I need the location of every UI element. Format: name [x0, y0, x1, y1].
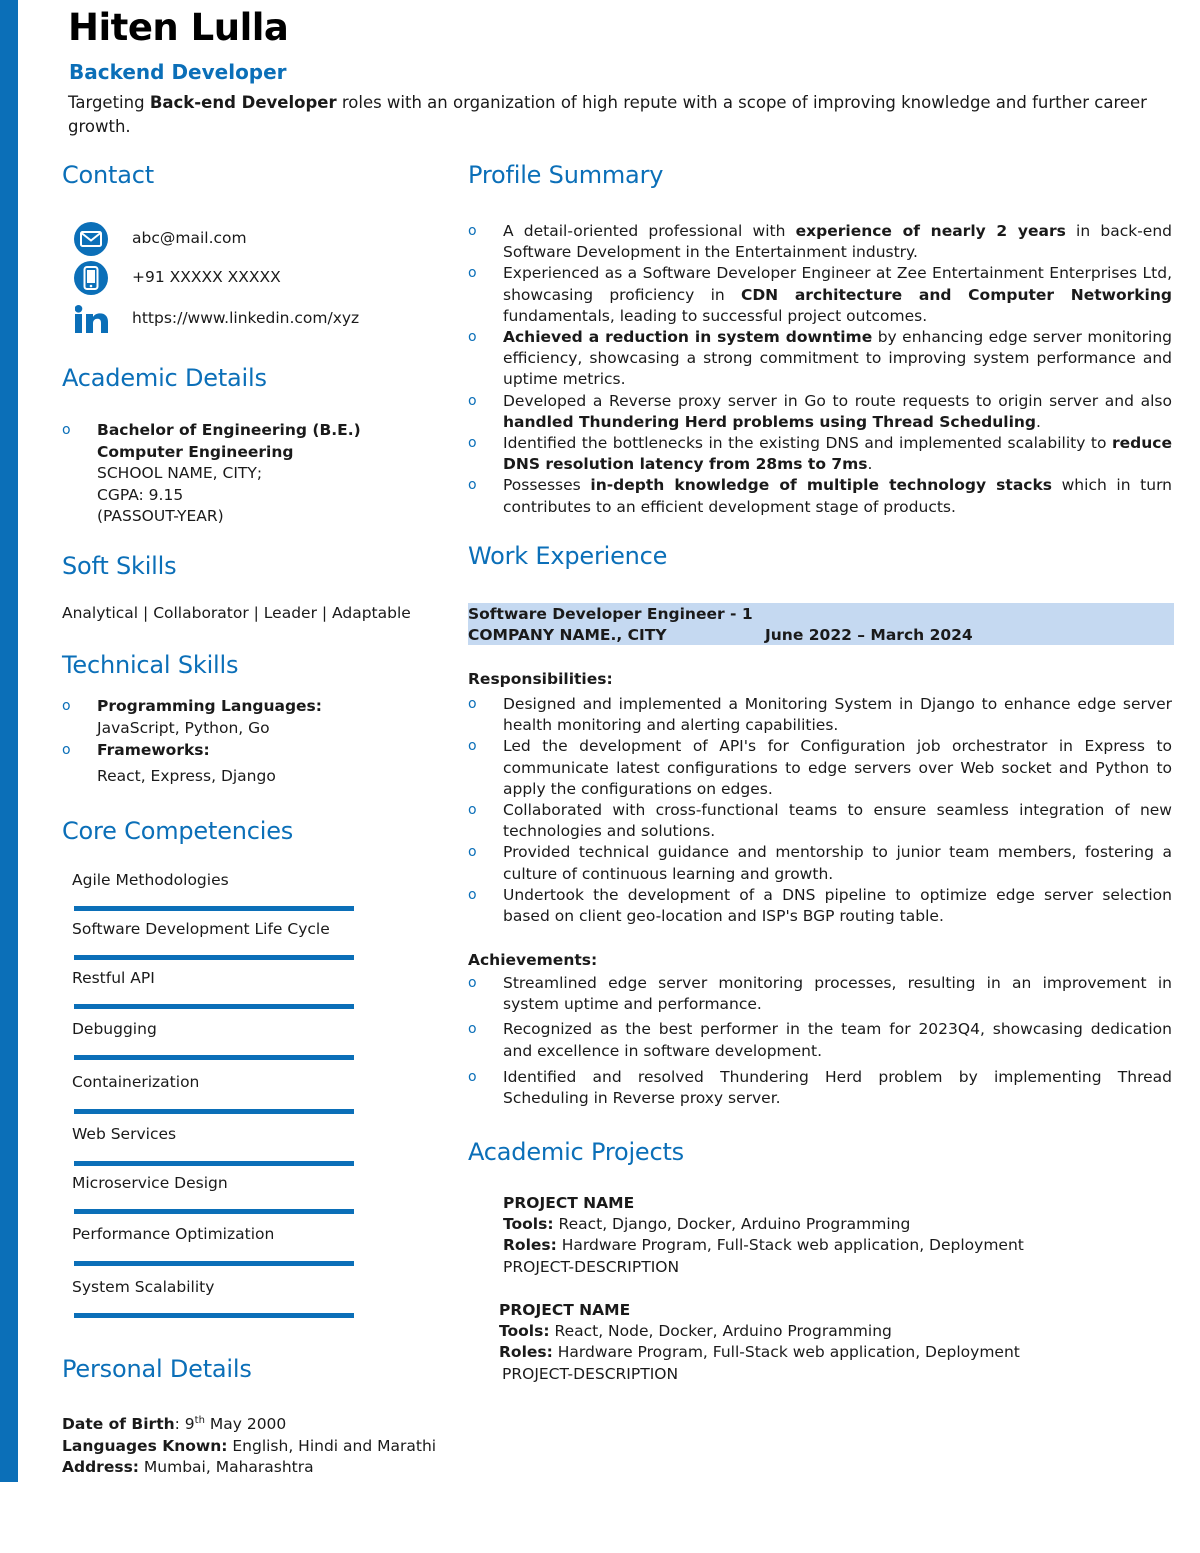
profile-summary-item [468, 391, 1172, 433]
school-name: SCHOOL NAME, CITY; [97, 464, 263, 482]
contact-phone [74, 260, 281, 296]
responsibility-item: o Collaborated with cross-functional teams to ensure seamless integration of new technologies and solutions. [468, 800, 1172, 842]
degree-branch: Computer Engineering [97, 442, 294, 461]
languages-known-label: Languages Known: [62, 1436, 228, 1455]
competency-underline-bar [74, 1109, 354, 1114]
competency-underline-bar [74, 955, 354, 960]
project-2 [499, 1300, 1020, 1385]
profile-summary-segment: Developed a Reverse proxy server in Go to route requests to origin server and also [503, 391, 1172, 410]
responsibility-item: o Provided technical guidance and mentorship to junior team members, fostering a culture of continuous learning and growth. [468, 842, 1172, 884]
frameworks-label: Frameworks: [97, 741, 210, 759]
competency-underline-bar [74, 1004, 354, 1009]
profile-summary-item [468, 327, 1172, 391]
competency-item [72, 1125, 354, 1143]
objective-segment: Targeting [68, 93, 150, 112]
profile-summary-item [468, 221, 1172, 263]
profile-summary-segment: fundamentals, leading to successful project outcomes. [503, 306, 928, 325]
profile-summary-segment: Achieved a reduction in system downtime [503, 328, 873, 347]
project-2-tools-label: Tools: [499, 1322, 550, 1341]
profile-summary [468, 221, 1172, 518]
section-title-soft-skills: Soft Skills [62, 552, 177, 580]
responsibilities [468, 694, 1172, 927]
competency-label: Performance Optimization [72, 1225, 275, 1243]
profile-summary-segment: Experienced as a Software Developer Engineer at Zee Entertainment Enterprises Ltd, showcasing proficiency in [503, 264, 1172, 304]
cgpa: CGPA: 9.15 [97, 485, 184, 504]
dob-day: : 9 [174, 1415, 195, 1434]
passout-year: (PASSOUT-YEAR) [97, 507, 224, 525]
achievement-item: o Identified and resolved Thundering Herd problem by implementing Thread Scheduling in Reverse proxy server. [468, 1067, 1172, 1109]
profile-summary-segment: by enhancing edge server monitoring efficiency, showcasing a strong commitment to improving system performance and uptime metrics. [503, 328, 1172, 389]
competency-item [72, 1225, 354, 1243]
project-1-tools-label: Tools: [503, 1215, 554, 1234]
job-dates: June 2022 – March 2024 [765, 626, 973, 644]
competency-underline-bar [74, 1209, 354, 1214]
section-title-technical-skills: Technical Skills [62, 651, 239, 679]
profile-summary-segment: which in turn contributes to an efficient development stage of products. [503, 476, 1173, 516]
competency-underline-bar [74, 1055, 354, 1060]
project-2-name: PROJECT NAME [499, 1301, 631, 1319]
address-value: Mumbai, Maharashtra [139, 1458, 314, 1477]
section-title-core-competencies: Core Competencies [62, 817, 294, 845]
project-2-roles: Hardware Program, Full-Stack web application, Deployment [552, 1343, 1020, 1362]
section-title-profile-summary: Profile Summary [468, 161, 664, 189]
objective-segment: Back-end Developer [149, 93, 337, 112]
objective-statement [68, 91, 1168, 139]
project-1-tools: React, Django, Docker, Arduino Programming [553, 1215, 911, 1234]
contact-linkedin [74, 301, 360, 337]
languages-label: Programming Languages: [97, 697, 322, 715]
linkedin-icon [74, 301, 112, 337]
profile-summary-item [468, 263, 1172, 327]
competency-underline-bar [74, 1161, 354, 1166]
address [62, 1457, 436, 1479]
project-2-roles-label: Roles: [499, 1343, 553, 1362]
profile-summary-segment: Possesses [503, 476, 591, 495]
achievements-heading: Achievements: [468, 951, 598, 969]
date-of-birth [62, 1410, 436, 1436]
section-title-work-experience: Work Experience [468, 542, 668, 570]
languages-known [62, 1436, 436, 1458]
section-title-academic-projects: Academic Projects [468, 1138, 684, 1166]
dob-rest: May 2000 [204, 1415, 287, 1434]
address-label: Address: [62, 1458, 139, 1477]
competency-underline-bar [74, 1313, 354, 1318]
competency-item [72, 1020, 354, 1038]
competency-item [72, 969, 354, 987]
competency-item [72, 1278, 354, 1296]
competency-item [72, 1174, 354, 1192]
responsibility-item: o Led the development of API's for Configuration job orchestrator in Express to communicate latest configurations to edge servers over Web socket and Python to apply the configurations on edges. [468, 736, 1172, 800]
frameworks-value: React, Express, Django [97, 767, 276, 785]
project-1-description: PROJECT-DESCRIPTION [503, 1257, 680, 1276]
responsibility-item: o Designed and implemented a Monitoring System in Django to enhance edge server health monitoring and alerting capabilities. [468, 694, 1172, 736]
competency-label: Microservice Design [72, 1174, 228, 1192]
email-icon [74, 222, 108, 256]
profile-summary-item [468, 433, 1172, 475]
competency-label: Software Development Life Cycle [72, 920, 330, 938]
job-header [468, 603, 1174, 645]
objective-segment: roles with an organization of high repute with a scope of improving knowledge and further career growth. [68, 93, 1147, 136]
candidate-role: Backend Developer [69, 60, 287, 84]
dob-label: Date of Birth [62, 1415, 175, 1434]
left-accent-bar [0, 0, 18, 1482]
personal-details [62, 1410, 436, 1479]
section-title-contact: Contact [62, 161, 154, 189]
section-title-academic: Academic Details [62, 364, 267, 392]
profile-summary-segment: experience of nearly 2 years [795, 222, 1066, 240]
profile-summary-segment: . [1036, 412, 1041, 431]
achievements [468, 973, 1172, 1113]
profile-summary-segment: in back-end Software Development in the Entertainment industry. [503, 222, 1172, 262]
responsibilities-heading: Responsibilities: [468, 670, 613, 688]
technical-skills [62, 696, 442, 789]
profile-summary-segment: in-depth knowledge of multiple technology stacks [590, 476, 1052, 495]
phone-icon [74, 261, 108, 295]
profile-summary-segment: Identified the bottlenecks in the existing DNS and implemented scalability to [503, 434, 1112, 453]
languages-known-value: English, Hindi and Marathi [227, 1436, 437, 1455]
competency-item [72, 871, 354, 889]
project-1-roles-label: Roles: [503, 1236, 557, 1255]
academic-details [62, 420, 442, 528]
competency-label: Debugging [72, 1020, 157, 1038]
dob-suffix: th [194, 1415, 205, 1426]
candidate-name: Hiten Lulla [68, 6, 289, 49]
competency-underline-bar [74, 906, 354, 911]
tech-item-languages [62, 696, 442, 739]
tech-item-frameworks [62, 737, 442, 789]
languages-value: JavaScript, Python, Go [97, 718, 270, 737]
soft-skills-list: Analytical | Collaborator | Leader | Adaptable [62, 604, 411, 622]
contact-email [74, 221, 247, 257]
profile-summary-segment: CDN architecture and Computer Networking [740, 285, 1172, 304]
competency-item [72, 1073, 354, 1091]
section-title-personal-details: Personal Details [62, 1355, 252, 1383]
project-1 [503, 1193, 1024, 1278]
competency-label: Restful API [72, 969, 155, 987]
competency-label: Agile Methodologies [72, 871, 229, 889]
project-1-name: PROJECT NAME [503, 1194, 635, 1212]
competency-label: Web Services [72, 1125, 177, 1143]
competency-underline-bar [74, 1261, 354, 1266]
phone-text: +91 XXXXX XXXXX [132, 268, 281, 286]
degree-name: Bachelor of Engineering (B.E.) [97, 421, 361, 439]
competency-item [72, 920, 354, 938]
project-2-tools: React, Node, Docker, Arduino Programming [549, 1322, 892, 1341]
profile-summary-segment: reduce DNS resolution latency from 28ms to 7ms [503, 434, 1172, 474]
achievement-item: o Recognized as the best performer in the team for 2023Q4, showcasing dedication and excellence in software development. [468, 1019, 1172, 1061]
profile-summary-segment: handled Thundering Herd problems using Thread Scheduling [503, 412, 1037, 431]
job-company: COMPANY NAME., CITY [468, 626, 667, 644]
email-text[interactable]: abc@mail.com [132, 229, 247, 247]
profile-summary-item [468, 475, 1172, 517]
degree-item [62, 420, 442, 528]
achievement-item: o Streamlined edge server monitoring processes, resulting in an improvement in system uptime and performance. [468, 973, 1172, 1015]
job-title: Software Developer Engineer - 1 [468, 605, 753, 623]
profile-summary-segment: . [867, 455, 873, 474]
responsibility-item: o Undertook the development of a DNS pipeline to optimize edge server selection based on client geo-location and ISP's BGP routing table. [468, 885, 1172, 927]
profile-summary-segment: A detail-oriented professional with [503, 222, 796, 240]
project-1-roles: Hardware Program, Full-Stack web application, Deployment [556, 1236, 1024, 1255]
competency-label: Containerization [72, 1073, 200, 1091]
project-2-description: PROJECT-DESCRIPTION [502, 1364, 679, 1383]
linkedin-link[interactable]: https://www.linkedin.com/xyz [132, 309, 360, 327]
competency-label: System Scalability [72, 1278, 215, 1296]
